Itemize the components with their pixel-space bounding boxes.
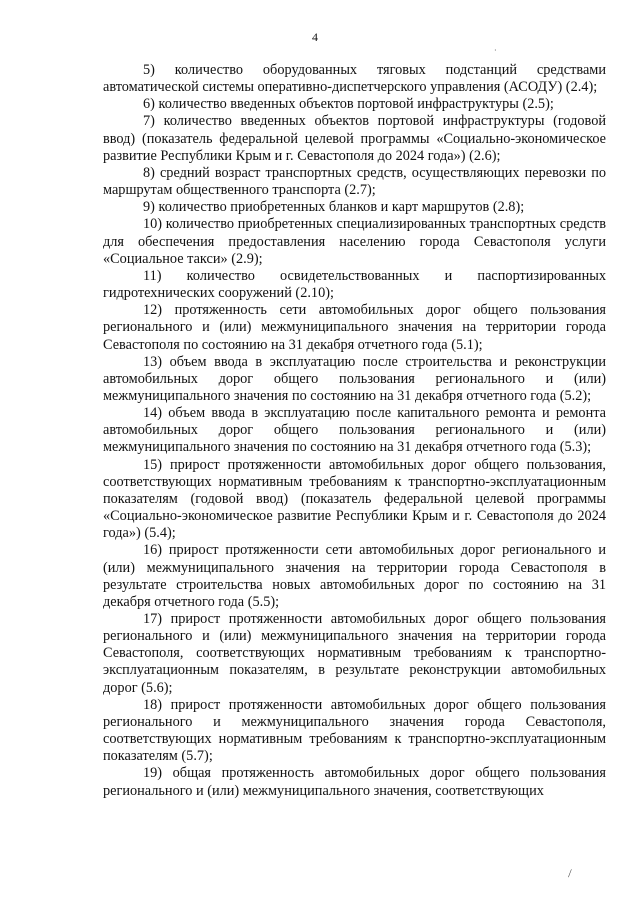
list-item: 7) количество введенных объектов портовой инфраструктуры (годовой ввод) (показатель федеральной целевой программы «Социально-экономическое развитие Республики Крым и г. Севастополя до 2024 года») (2.6); xyxy=(103,113,606,164)
scan-speck: · xyxy=(494,46,497,55)
list-item: 10) количество приобретенных специализированных транспортных средств для обеспечения предоставления населению города Севастополя услуги «Социальное такси» (2.9); xyxy=(103,216,606,267)
list-item: 5) количество оборудованных тяговых подстанций средствами автоматической системы оперативно-диспетчерского управления (АСОДУ) (2.4); xyxy=(103,62,606,96)
list-item: 6) количество введенных объектов портовой инфраструктуры (2.5); xyxy=(143,96,554,113)
document-body xyxy=(103,62,606,800)
list-item: 15) прирост протяженности автомобильных дорог общего пользования, соответствующих нормативным требованиям к транспортно-эксплуатационным показателям (годовой ввод) (показатель федеральной целевой программы «Социально-экономическое развитие Республики Крым и г. Севастополя до 2024 года») (5.4); xyxy=(103,456,606,542)
list-item: 12) протяженность сети автомобильных дорог общего пользования регионального и (или) межмуниципального значения на территории города Севастополя по состоянию на 31 декабря отчетного года (5.1); xyxy=(103,302,606,353)
list-item: 14) объем ввода в эксплуатацию после капитального ремонта и ремонта автомобильных дорог общего пользования регионального и (или) межмуниципального значения по состоянию на 31 декабря отчетного года (5.3); xyxy=(103,405,606,456)
list-item: 17) прирост протяженности автомобильных дорог общего пользования регионального и (или) межмуниципального значения на территории города Севастополя, соответствующих нормативным требованиям к транспортно-эксплуатационным показателям, в результате реконструкции автомобильных дорог (5.6); xyxy=(103,611,606,696)
list-item: 11) количество освидетельствованных и паспортизированных гидротехнических сооружений (2.10); xyxy=(103,267,606,302)
page-number: 4 xyxy=(312,30,318,44)
list-item: 16) прирост протяженности сети автомобильных дорог регионального и (или) межмуниципального значения на территории города Севастополя в результате строительства новых автомобильных дорог по состоянию на 31 декабря отчетного года (5.5); xyxy=(103,542,606,610)
list-item: 13) объем ввода в эксплуатацию после строительства и реконструкции автомобильных дорог общего пользования регионального и (или) межмуниципального значения по состоянию на 31 декабря отчетного года (5.2); xyxy=(103,353,606,404)
scan-mark: \ xyxy=(564,866,576,880)
list-item: 9) количество приобретенных бланков и карт маршрутов (2.8); xyxy=(143,199,525,216)
list-item: 19) общая протяженность автомобильных дорог общего пользования регионального и (или) межмуниципального значения, соответствующих xyxy=(103,765,606,799)
list-item: 8) средний возраст транспортных средств, осуществляющих перевозки по маршрутам общественного транспорта (2.7); xyxy=(103,164,606,199)
list-item: 18) прирост протяженности автомобильных дорог общего пользования регионального и межмуниципального значения города Севастополя, соответствующих нормативным требованиям к транспортно-эксплуатационным показателям (5.7); xyxy=(103,696,606,765)
